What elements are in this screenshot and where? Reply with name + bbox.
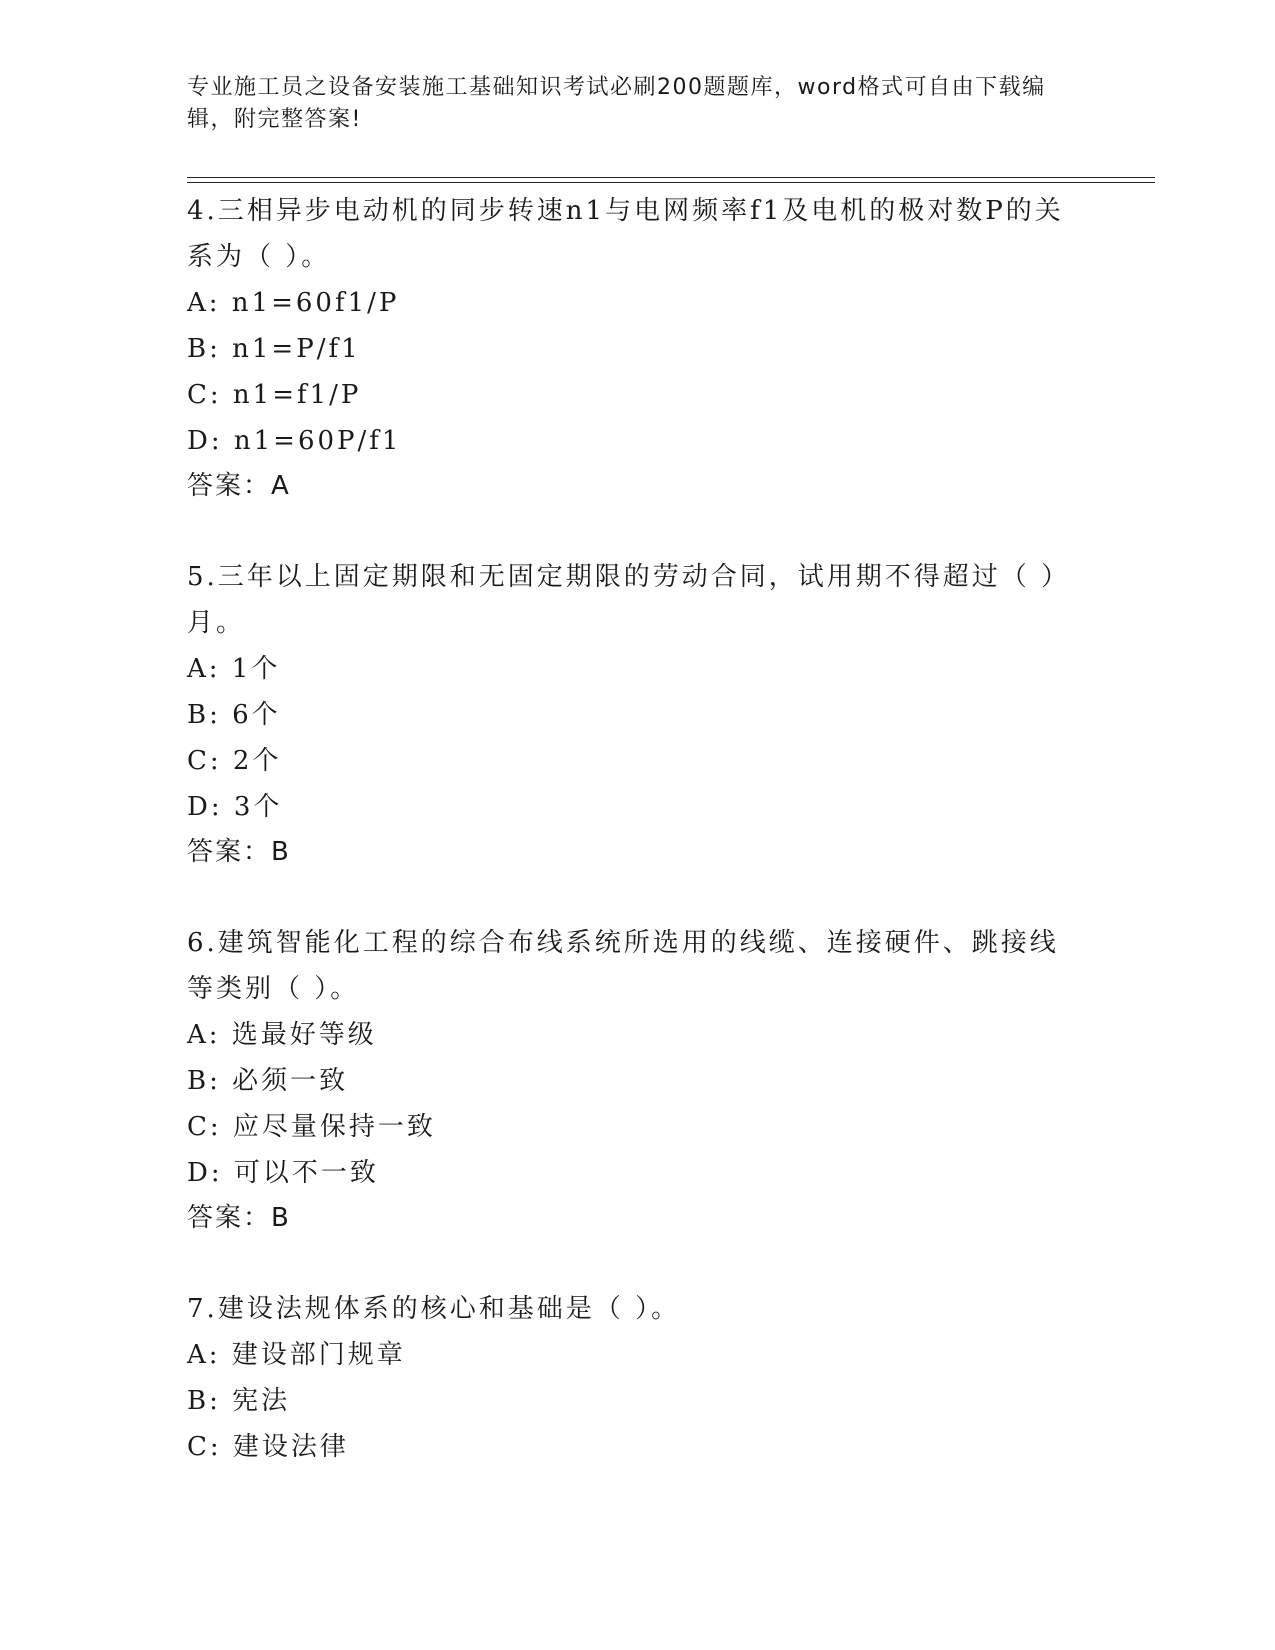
option-b: B: 宪法 — [187, 1386, 291, 1416]
question-stem: 7.建设法规体系的核心和基础是（ ）。 — [187, 1294, 681, 1324]
option-c: C: 2个 — [187, 746, 282, 776]
option-c: C: 应尽量保持一致 — [187, 1112, 436, 1142]
header-divider-bottom — [187, 182, 1155, 183]
option-d: D: 可以不一致 — [187, 1158, 379, 1188]
option-b: B: 6个 — [187, 700, 281, 730]
question-5 — [187, 554, 1067, 874]
question-6 — [187, 920, 1067, 1240]
option-d: D: n1=60P/f1 — [187, 426, 402, 456]
option-a: A: 建设部门规章 — [187, 1340, 406, 1370]
question-4 — [187, 188, 1067, 508]
option-a: A: 选最好等级 — [187, 1020, 377, 1050]
answer-line: 答案：B — [187, 837, 291, 867]
header-divider-top — [187, 177, 1155, 178]
option-a: A: 1个 — [187, 654, 281, 684]
option-c: C: n1=f1/P — [187, 380, 362, 410]
question-stem: 5.三年以上固定期限和无固定期限的劳动合同，试用期不得超过（ ）月。 — [187, 562, 1058, 638]
answer-line: 答案：A — [187, 471, 291, 501]
option-d: D: 3个 — [187, 792, 283, 822]
option-b: B: 必须一致 — [187, 1066, 349, 1096]
page-header: 专业施工员之设备安装施工基础知识考试必刷200题题库，word格式可自由下载编辑，附完整答案! — [187, 75, 1046, 132]
option-b: B: n1=P/f1 — [187, 334, 361, 364]
question-list — [187, 188, 1067, 1516]
question-stem: 6.建筑智能化工程的综合布线系统所选用的线缆、连接硬件、跳接线等类别（ ）。 — [187, 928, 1059, 1004]
answer-line: 答案：B — [187, 1203, 291, 1233]
question-7 — [187, 1286, 1067, 1470]
option-c: C: 建设法律 — [187, 1432, 349, 1462]
question-stem: 4.三相异步电动机的同步转速n1与电网频率f1及电机的极对数P的关系为（ ）。 — [187, 196, 1064, 272]
option-a: A: n1=60f1/P — [187, 288, 400, 318]
